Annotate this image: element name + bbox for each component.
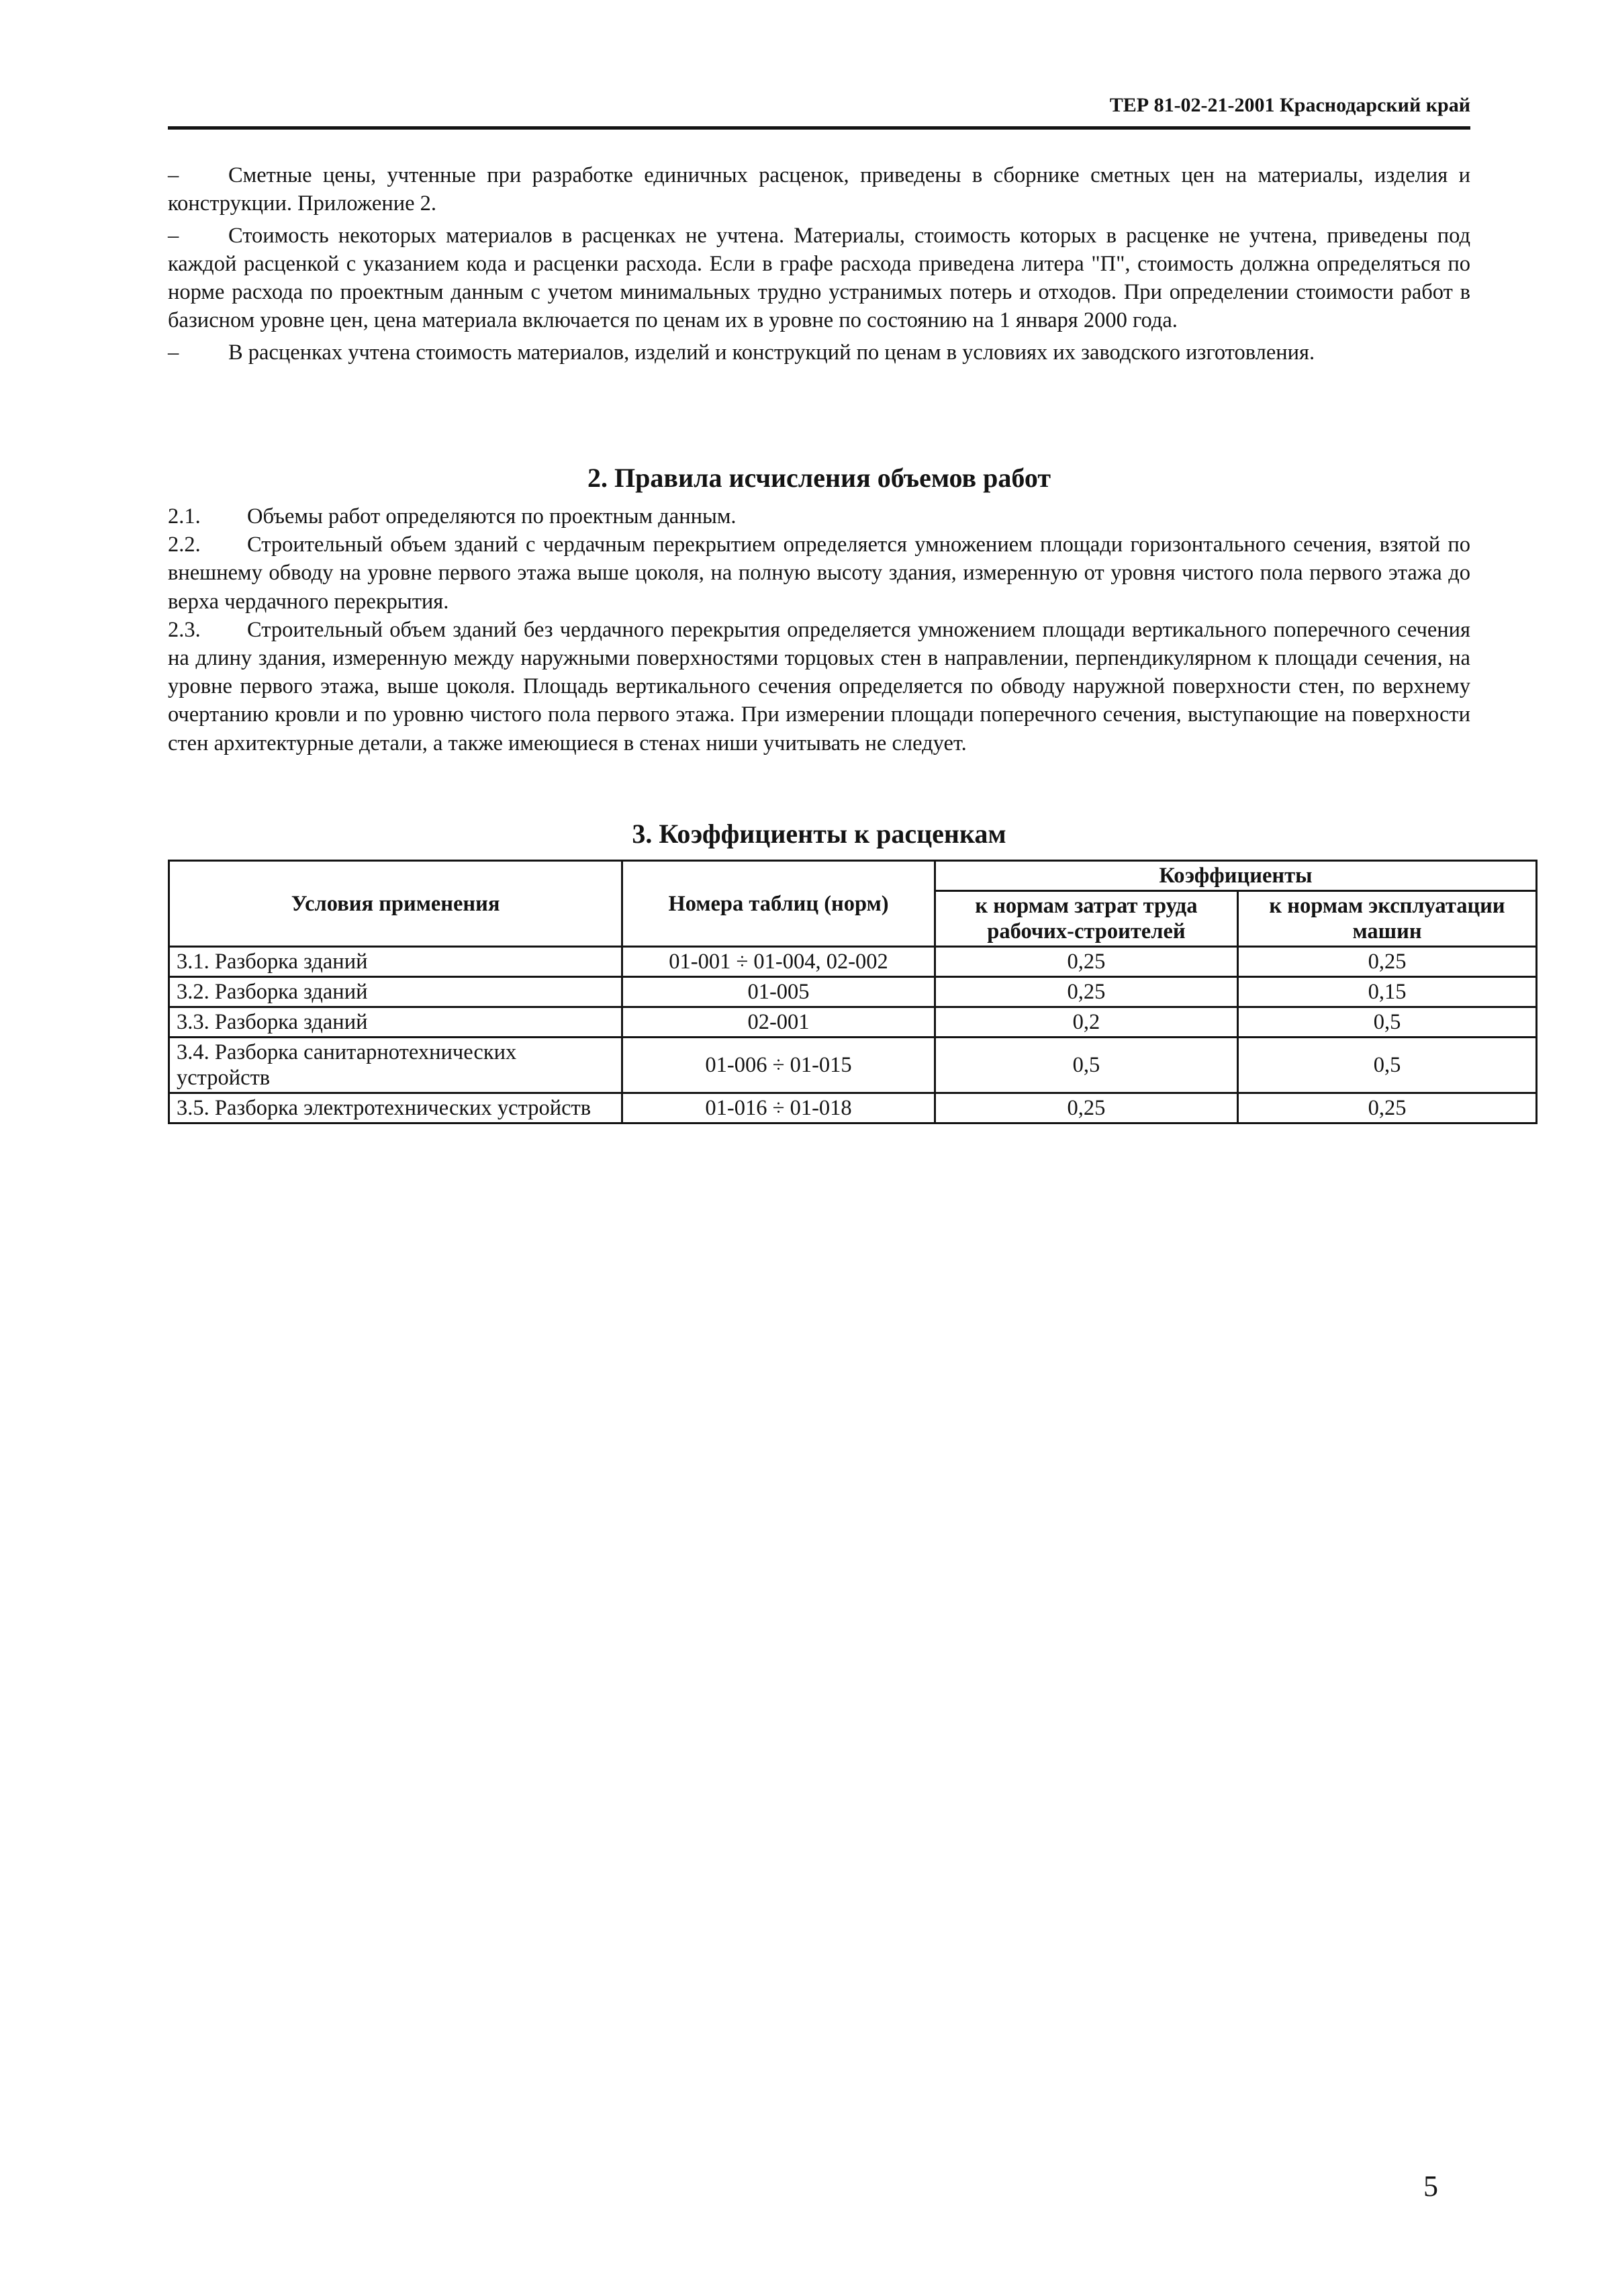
section-2-body [168,502,1470,757]
cell-condition: 3.2. Разборка зданий [169,977,622,1007]
bullet-dash: – [168,224,179,248]
cell-condition: 3.4. Разборка санитарнотехнических устройств [169,1038,622,1093]
cell-condition: 3.3. Разборка зданий [169,1007,622,1038]
cell-labor: 0,25 [935,947,1237,977]
cell-machines: 0,5 [1238,1007,1537,1038]
table-row [169,977,1537,1007]
cell-tables: 01-005 [622,977,935,1007]
section-2-title: 2. Правила исчисления объемов работ [587,463,1051,493]
header-table-numbers: Номера таблиц (норм) [622,861,935,947]
rule-text: Объемы работ определяются по проектным данным. [247,504,737,529]
section-3-title: 3. Коэффициенты к расценкам [632,819,1006,849]
cell-tables: 01-006 ÷ 01-015 [622,1038,935,1093]
header-conditions: Условия применения [169,861,622,947]
rule-number: 2.2. [168,533,201,557]
cell-labor: 0,2 [935,1007,1237,1038]
intro-paragraph: – Сметные цены, учтенные при разработке единичных расценок, приведены в сборнике сметных цен на материалы, изделия и конструкции. Приложение 2. [168,161,1470,218]
bullet-dash: – [168,340,179,365]
table-row [169,1007,1537,1038]
rule-item [168,616,1470,757]
rule-number: 2.3. [168,617,201,642]
cell-tables: 01-016 ÷ 01-018 [622,1093,935,1123]
page-number: 5 [1423,2170,1438,2203]
header-divider [168,126,1470,130]
cell-machines: 0,25 [1238,1093,1537,1123]
rule-item [168,531,1470,616]
cell-labor: 0,5 [935,1038,1237,1093]
bullet-dash: – [168,163,179,187]
cell-condition: 3.1. Разборка зданий [169,947,622,977]
header-labor: к нормам затрат труда рабочих-строителей [935,891,1237,947]
cell-tables: 01-001 ÷ 01-004, 02-002 [622,947,935,977]
cell-labor: 0,25 [935,1093,1237,1123]
table-header-row [169,861,1537,891]
table-row [169,1038,1537,1093]
cell-machines: 0,5 [1238,1038,1537,1093]
cell-condition: 3.5. Разборка электротехнических устройств [169,1093,622,1123]
running-header: ТЕР 81-02-21-2001 Краснодарский край [1109,94,1470,116]
rule-text: Строительный объем зданий с чердачным перекрытием определяется умножением площади горизонтального сечения, взятой по внешнему обводу на уровне первого этажа выше цоколя, на полную высоту здания, измеренную от уровня чистого пола первого этажа до верха чердачного перекрытия. [168,533,1470,614]
table-row [169,1093,1537,1123]
header-coefficients: Коэффициенты [935,861,1536,891]
rule-number: 2.1. [168,504,201,529]
intro-notes [168,161,1470,371]
cell-labor: 0,25 [935,977,1237,1007]
rule-text: Строительный объем зданий без чердачного перекрытия определяется умножением площади вертикального поперечного сечения на длину здания, измеренную между наружными поверхностями торцовых стен в направлении, перпендикулярном к площади сечения, на уровне первого этажа, выше цоколя. Площадь вертикального сечения определяется по обводу наружной поверхности стен, по верхнему очертанию кровли и по уровню чистого пола первого этажа. При измерении площади поперечного сечения, выступающие на поверхности стен архитектурные детали, а также имеющиеся в стенах ниши учитывать не следует. [168,617,1470,755]
intro-paragraph: – В расценках учтена стоимость материалов, изделий и конструкций по ценам в условиях их заводского изготовления. [168,338,1470,367]
intro-paragraph: – Стоимость некоторых материалов в расценках не учтена. Материалы, стоимость которых в расценке не учтена, приведены под каждой расценкой с указанием кода и расценки расхода. Если в графе расхода приведена литера "П", стоимость должна определяться по норме расхода по проектным данным с учетом минимальных трудно устранимых потерь и отходов. При определении стоимости работ в базисном уровне цен, цена материала включается по ценам их в уровне по состоянию на 1 января 2000 года. [168,222,1470,334]
coefficients-table [168,860,1538,1124]
table-row [169,947,1537,977]
cell-machines: 0,15 [1238,977,1537,1007]
header-machines: к нормам эксплуатации машин [1238,891,1537,947]
cell-tables: 02-001 [622,1007,935,1038]
rule-item [168,502,1470,531]
cell-machines: 0,25 [1238,947,1537,977]
